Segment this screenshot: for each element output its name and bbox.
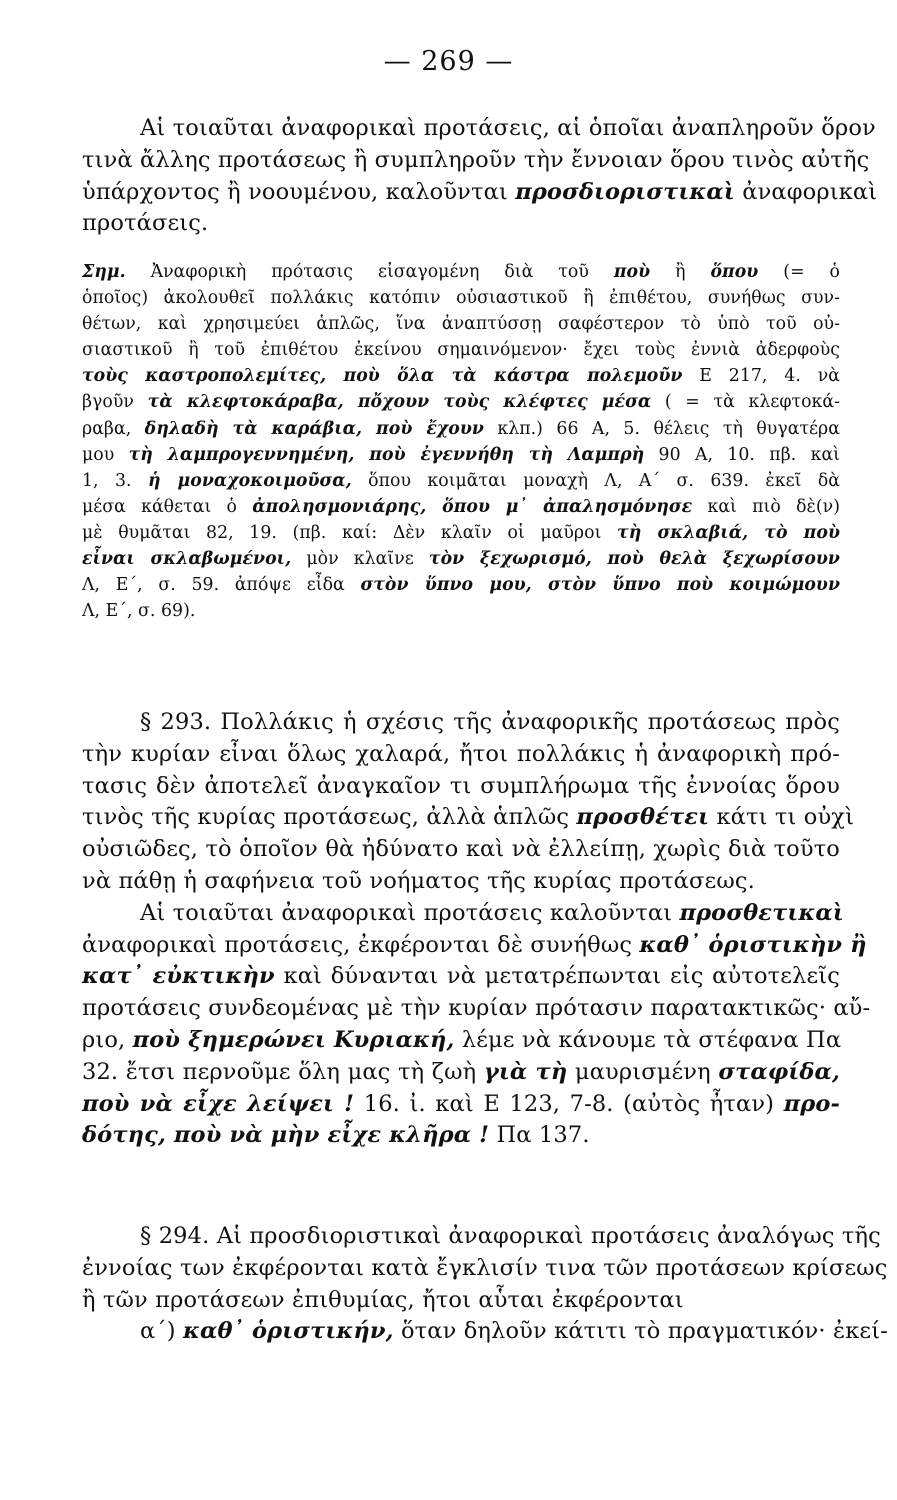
text-segment: ριο, — [82, 1026, 133, 1053]
text-line — [82, 1120, 840, 1152]
bold-italic-term: κατ᾿ εὐκτικὴν — [82, 963, 275, 990]
text-segment: τινὸς τῆς κυρίας προτάσεως, ἀλλὰ ἁπλῶς — [82, 804, 577, 831]
note-line — [82, 389, 840, 415]
text-segment: § 293. Πολλάκις ἡ σχέσις τῆς ἀναφορικῆς προτάσεως πρὸς — [140, 709, 840, 735]
text-line — [82, 739, 840, 771]
text-segment: μὲ θυμᾶται 82, 19. (πβ. καί: Δὲν κλαῖν οἱ μαῦροι — [82, 522, 618, 543]
text-segment: ραβα, — [82, 418, 145, 439]
note-line — [82, 363, 840, 389]
text-segment: προτάσεις συνδεομένας μὲ τὴν κυρίαν πρότασιν παρατακτικῶς· αὔ- — [82, 995, 871, 1022]
note-line — [82, 442, 840, 468]
bold-italic-term: στὸν ὕπνο μου, στὸν ὕπνο ποὺ κοιμώμουν — [360, 575, 840, 596]
note-block — [82, 259, 840, 624]
bold-italic-term: τοὺς καστροπολεμίτες, ποὺ ὅλα τὰ κάστρα πολεμοῦν — [82, 366, 683, 387]
text-segment: σιαστικοῦ ἢ τοῦ ἐπιθέτου ἐκείνου σημαινόμενον· ἔχει τοὺς ἐννιὰ ἀδερφοὺς — [82, 340, 840, 361]
text-segment: λέμε νὰ κάνουμε τὰ στέφανα Πα — [454, 1026, 842, 1053]
bold-italic-term: δηλαδὴ τὰ καράβια, ποὺ ἔχουν — [144, 418, 484, 439]
text-line — [82, 1221, 881, 1253]
text-segment: 1, 3. — [82, 470, 148, 491]
bold-italic-term: τὴ σκλαβιά, τὸ ποὺ — [617, 522, 840, 543]
text-segment: Αἱ τοιαῦται ἀναφορικαὶ προτάσεις, αἱ ὁποῖαι ἀναπληροῦν ὅρον — [140, 115, 876, 141]
bold-italic-term: καθ᾿ ὁριστικήν, — [182, 1318, 394, 1345]
text-line — [82, 834, 840, 866]
text-segment: Ἀναφορικὴ πρότασις εἰσαγομένη διὰ τοῦ — [125, 262, 614, 282]
text-segment: μέσα κάθεται ὁ — [82, 496, 253, 517]
bold-italic-term: ὅπου — [710, 262, 759, 282]
text-segment: τὴν κυρίαν εἶναι ὅλως χαλαρά, ἤτοι πολλάκις ἡ ἀναφορικὴ πρό- — [82, 740, 840, 767]
note-line — [82, 259, 840, 285]
text-segment: ἢ — [650, 262, 711, 282]
text-segment: α΄) — [140, 1318, 183, 1345]
text-line — [82, 1316, 888, 1348]
text-line — [82, 802, 855, 834]
bold-italic-term: καθ᾿ ὁριστικὴν ἢ — [639, 931, 867, 958]
text-segment: (= ὁ — [758, 262, 840, 282]
text-segment: μου — [82, 444, 129, 465]
text-segment: κλπ.) 66 Α, 5. θέλεις τὴ θυγατέρα — [483, 418, 840, 439]
text-segment: ἀναφορικαὶ — [734, 178, 878, 205]
bold-italic-term: Σημ. — [82, 262, 126, 282]
text-line — [82, 1285, 840, 1317]
note-line — [82, 416, 840, 442]
note-line — [82, 494, 840, 520]
text-segment: θέτων, καὶ χρησιμεύει ἁπλῶς, ἵνα ἀναπτύσσῃ σαφέστερον τὸ ὑπὸ τοῦ οὐ- — [82, 314, 840, 335]
text-segment: καὶ πιὸ δὲ(ν) — [692, 496, 840, 517]
note-line — [82, 337, 840, 363]
text-segment: κάτι τι οὐχὶ — [709, 804, 855, 831]
bold-italic-term: τὴ λαμπρογεννημένη, ποὺ ἐγεννήθη τὴ Λαμπρὴ — [128, 444, 645, 465]
text-line — [82, 113, 876, 145]
bold-italic-term: ποὺ — [613, 262, 651, 282]
text-segment: 90 Α, 10. πβ. καὶ — [644, 444, 840, 465]
note-line — [82, 520, 840, 546]
paragraph-relative-clauses — [82, 113, 878, 240]
text-line — [82, 866, 840, 898]
text-segment: Ε 217, 4. νὰ — [682, 366, 840, 387]
section-294 — [82, 1221, 888, 1348]
text-segment: Λ, Ε΄, σ. 59. ἀπόψε εἶδα — [82, 575, 361, 596]
bold-italic-term: ποὺ ξημερώνει Κυριακή, — [132, 1026, 455, 1053]
text-segment: βγοῦν — [82, 392, 148, 413]
text-segment: ( = τὰ κλεφτοκά- — [651, 392, 840, 413]
text-segment: ἢ τῶν προτάσεων ἐπιθυμίας, ἤτοι αὗται ἐκφέρονται — [82, 1286, 684, 1313]
bold-italic-term: προσθετικαὶ — [679, 899, 844, 926]
text-segment: ὑπάρχοντος ἢ νοουμένου, καλοῦνται — [82, 178, 516, 205]
text-segment: τασις δὲν ἀποτελεῖ ἀναγκαῖον τι συμπλήρωμα τῆς ἐννοίας ὅρου — [82, 772, 840, 799]
bold-italic-term: προ- — [783, 1090, 841, 1117]
bold-italic-term: σταφίδα, — [718, 1058, 840, 1085]
bold-italic-term: τὰ κλεφτοκάραβα, πὄχουν τοὺς κλέφτες μέσα — [147, 392, 652, 413]
text-segment: ἀναφορικαὶ προτάσεις, ἐκφέρονται δὲ συνήθως — [82, 931, 640, 958]
text-segment: Λ, Ε΄, σ. 69). — [82, 601, 196, 622]
bold-italic-term: προσδιοριστικαὶ — [515, 178, 735, 205]
text-line — [82, 961, 840, 993]
text-segment: Αἱ τοιαῦται ἀναφορικαὶ προτάσεις καλοῦνται — [140, 899, 680, 926]
text-segment: προτάσεις. — [82, 210, 209, 237]
note-line — [82, 311, 840, 337]
note-line — [82, 468, 840, 494]
text-segment: τινὰ ἄλλης προτάσεως ἢ συμπληροῦν τὴν ἔννοιαν ὅρου τινὸς αὐτῆς — [82, 146, 870, 173]
text-line — [82, 145, 870, 177]
text-line — [82, 177, 878, 209]
bold-italic-term: γιὰ τὴ — [483, 1058, 568, 1085]
text-segment: νὰ πάθῃ ἡ σαφήνεια τοῦ νοήματος τῆς κυρίας προτάσεως. — [82, 867, 755, 894]
text-line — [82, 771, 840, 803]
bold-italic-term: δότης, ποὺ νὰ μὴν εἶχε κλῆρα ! — [82, 1122, 490, 1149]
text-line — [82, 930, 867, 962]
page-number: — 269 — — [383, 46, 514, 77]
text-segment: § 294. Αἱ προσδιοριστικαὶ ἀναφορικαὶ προτάσεις ἀναλόγως τῆς — [140, 1223, 881, 1249]
note-line — [82, 572, 840, 598]
section-293 — [82, 707, 871, 1152]
text-line — [82, 1057, 840, 1089]
text-segment: ὁποῖος) ἀκολουθεῖ πολλάκις κατόπιν οὐσιαστικοῦ ἢ ἐπιθέτου, συνήθως συν- — [82, 288, 840, 309]
text-segment: 32. ἔτσι περνοῦμε ὅλη μας τὴ ζωὴ — [82, 1058, 484, 1085]
text-line — [82, 1253, 888, 1285]
text-segment: οὐσιῶδες, τὸ ὁποῖον θὰ ἠδύνατο καὶ νὰ ἐλλείπῃ, χωρὶς διὰ τοῦτο — [82, 836, 840, 863]
note-line — [82, 285, 840, 311]
bold-italic-term: ἀπολησμονιάρης, ὅπου μ᾿ ἀπαλησμόνησε — [252, 496, 693, 517]
text-segment: ἐννοίας των ἐκφέρονται κατὰ ἔγκλισίν τινα τῶν προτάσεων κρίσεως — [82, 1254, 888, 1281]
text-segment: 16. ἰ. καὶ Ε 123, 7-8. (αὐτὸς ἦταν) — [354, 1090, 784, 1117]
text-line — [82, 1089, 840, 1121]
note-line — [82, 546, 840, 572]
text-segment: Πα 137. — [489, 1122, 590, 1149]
text-line — [82, 993, 871, 1025]
text-segment: ὅπου κοιμᾶται μοναχὴ Λ, Α΄ σ. 639. ἐκεῖ δὰ — [351, 470, 840, 491]
bold-italic-term: ποὺ νὰ εἶχε λείψει ! — [82, 1090, 355, 1117]
bold-italic-term: προσθέτει — [576, 804, 710, 831]
text-line — [82, 898, 844, 930]
text-line — [82, 707, 840, 739]
text-line — [82, 1025, 840, 1057]
bold-italic-term: τὸν ξεχωρισμό, ποὺ θελὰ ξεχωρίσουν — [428, 549, 840, 570]
bold-italic-term: εἶναι σκλαβωμένοι, — [82, 549, 292, 570]
bold-italic-term: ἡ μοναχοκοιμοῦσα, — [148, 470, 352, 491]
text-line — [82, 208, 840, 240]
note-line — [82, 598, 840, 624]
text-segment: μαυρισμένη — [567, 1058, 719, 1085]
text-segment: καὶ δύνανται νὰ μετατρέπωνται εἰς αὐτοτελεῖς — [274, 963, 840, 990]
text-segment: ὅταν δηλοῦν κάτιτι τὸ πραγματικόν· ἐκεί- — [393, 1318, 888, 1345]
text-segment: μὸν κλαῖνε — [291, 549, 429, 570]
